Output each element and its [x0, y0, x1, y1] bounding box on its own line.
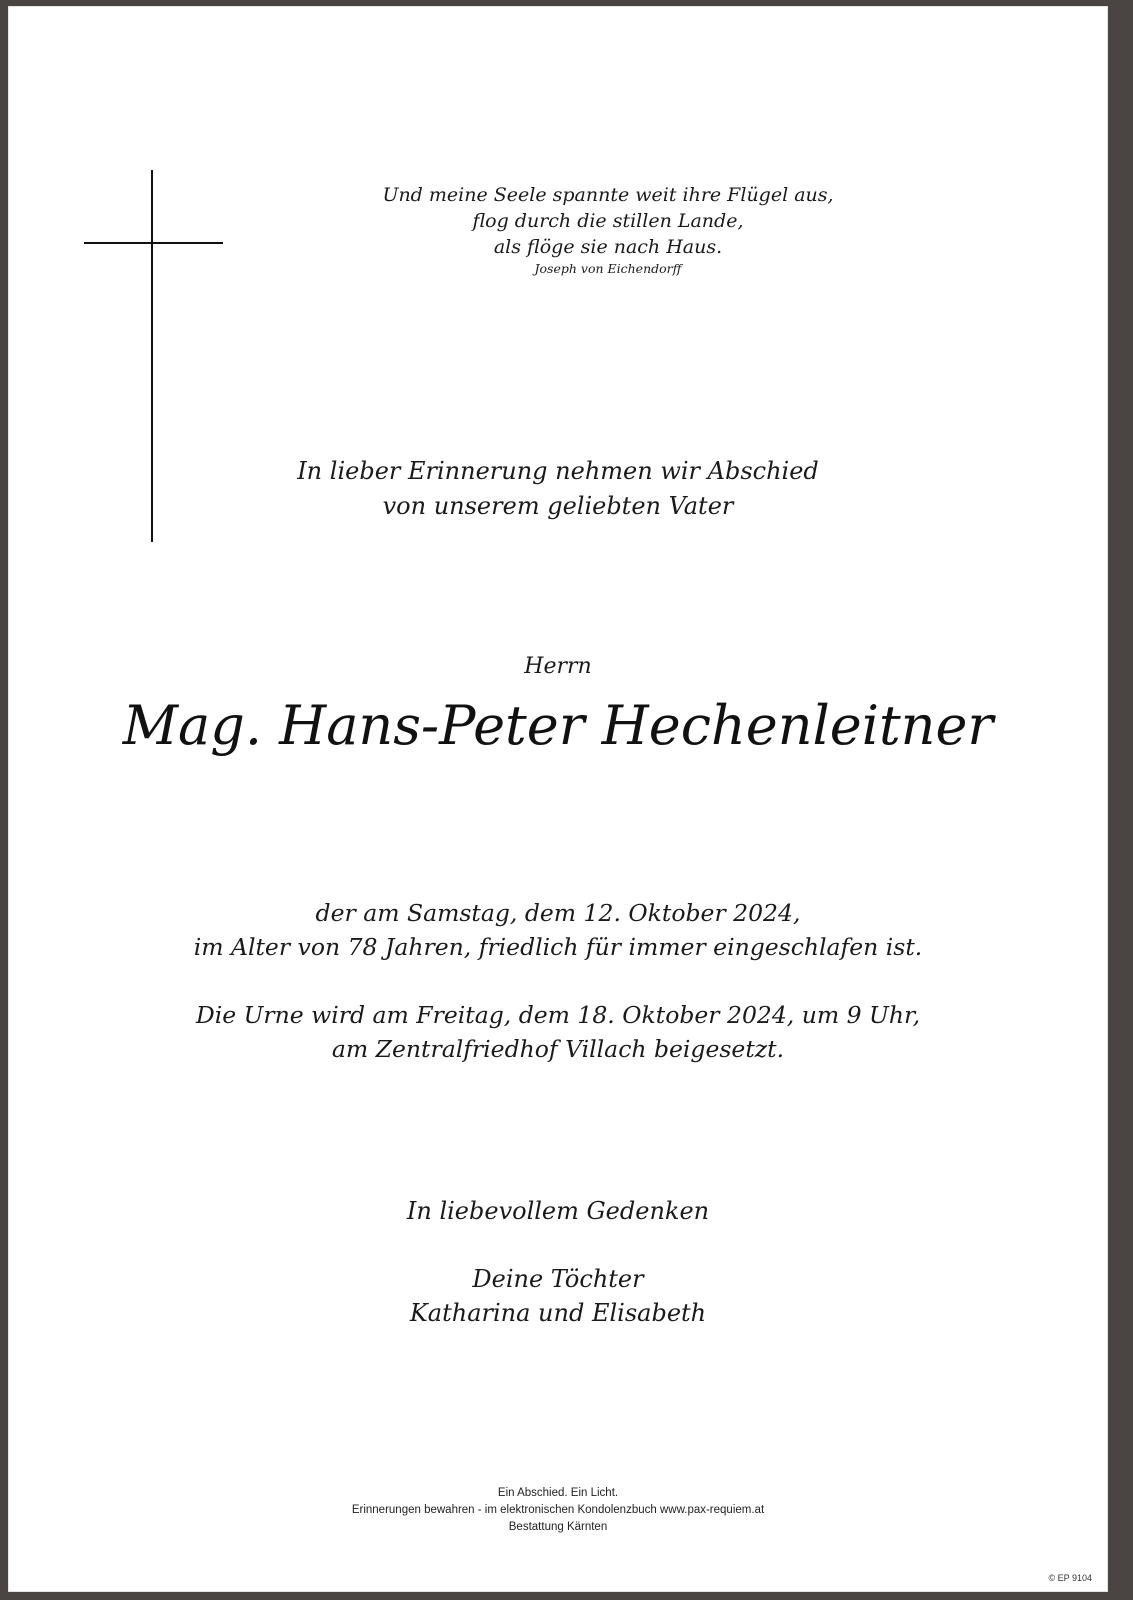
footer: [8, 1485, 1108, 1536]
poem: [58, 182, 1133, 278]
death-notice: [8, 896, 1108, 964]
death-line: im Alter von 78 Jahren, friedlich für immer eingeschlafen ist.: [193, 933, 923, 961]
salutation: Herrn: [524, 654, 592, 679]
print-code: © EP 9104: [1048, 1573, 1092, 1583]
burial-line: Die Urne wird am Freitag, dem 18. Oktober 2024, um 9 Uhr,: [195, 1001, 921, 1029]
poem-line: flog durch die stillen Lande,: [472, 210, 744, 232]
footer-line: Bestattung Kärnten: [508, 1521, 608, 1533]
closing-text: In liebevollem Gedenken: [406, 1197, 710, 1225]
footer-line: Erinnerungen bewahren - im elektronischen Kondolenzbuch www.pax-requiem.at: [351, 1504, 765, 1516]
poem-line: als flöge sie nach Haus.: [493, 236, 723, 258]
family-signature: [8, 1262, 1108, 1330]
burial-notice: [8, 998, 1108, 1066]
intro-text: [8, 454, 1108, 524]
poem-author: Joseph von Eichendorff: [534, 261, 682, 276]
intro-line: In lieber Erinnerung nehmen wir Abschied: [297, 457, 819, 485]
deceased-name: Mag. Hans-Peter Hechenleitner: [122, 694, 994, 757]
footer-line: Ein Abschied. Ein Licht.: [497, 1487, 619, 1499]
family-line: Deine Töchter: [472, 1265, 644, 1293]
burial-line: am Zentralfriedhof Villach beigesetzt.: [331, 1035, 785, 1063]
poem-line: Und meine Seele spannte weit ihre Flügel aus,: [382, 184, 834, 206]
intro-line: von unserem geliebten Vater: [382, 492, 734, 520]
death-line: der am Samstag, dem 12. Oktober 2024,: [315, 899, 801, 927]
obituary-sheet: [8, 6, 1108, 1592]
family-line: Katharina und Elisabeth: [409, 1299, 707, 1327]
